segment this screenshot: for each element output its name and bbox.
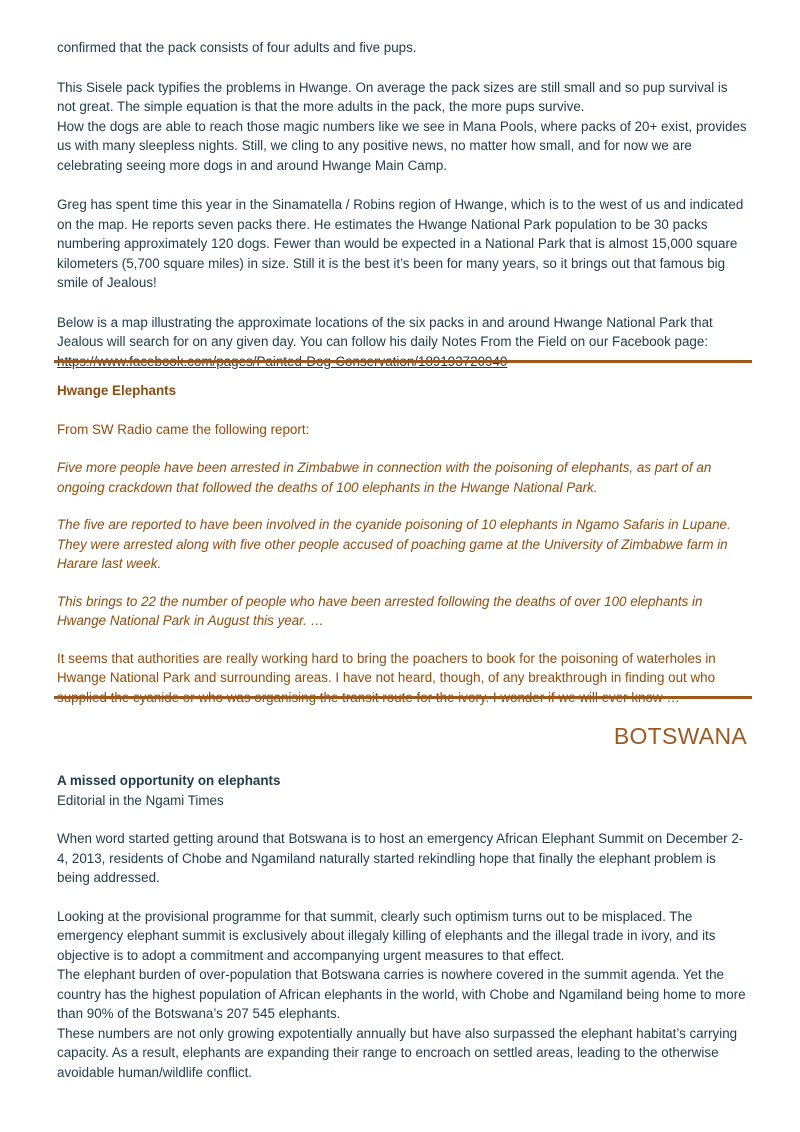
dogs-para-3: Below is a map illustrating the approximate locations of the six packs in and around Hwange National Park that Jealous will search for on any given day. You can follow his daily Notes From the Field on our Facebook page:	[57, 314, 713, 349]
elephants-comment: It seems that authorities are really working hard to bring the poachers to book for the poisoning of waterholes in Hwange National Park and surrounding areas. I have not heard, though, of any breakthrough in finding out who	[57, 650, 716, 685]
elephants-quote-2: The five are reported to have been involved in the cyanide poisoning of 10 elephants in Ngamo Safaris in Lupane. They were arrested along with five other people accused of poaching game at the University of Zimbabwe farm in Harare last week.	[57, 517, 731, 571]
dogs-para-2: Greg has spent time this year in the Sinamatella / Robins region of Hwange, which is to the west of us and indicated on the map. He reports seven packs there. He estimates the Hwange National Park population to be 30 packs numbering approximately 120 dogs. Fewer than would be expected in a National Park that is almost 15,000 square kilometers (5,700 square miles) in size. Still it is the best it’s been for many years, so it brings out that famous big smile of Jealous!	[57, 197, 744, 290]
dogs-para-1a: This Sisele pack typifies the problems in Hwange. On average the pack sizes are still small and so pup survival is not great. The simple equation is that the more adults in the pack, the more pups survive.	[57, 79, 728, 114]
elephants-quote-1: Five more people have been arrested in Zimbabwe in connection with the poisoning of elephants, as part of an ongoing crackdown that followed the deaths of 100 elephants in the Hwange National Park.	[57, 460, 712, 495]
botswana-section	[57, 771, 747, 1082]
botswana-para-2c: These numbers are not only growing expotentially annually but have also surpassed the elephant habitat’s carrying capacity. As a result, elephants are expanding their range to encroach on settled areas, leading to the otherwise avoidable human/wildlife conflict.	[57, 1025, 738, 1080]
dogs-section	[57, 38, 747, 371]
section-divider-bottom	[54, 696, 752, 699]
dogs-para-1b: How the dogs are able to reach those magic numbers like we see in Mana Pools, where packs of 20+ exist, provides us with many sleepless nights. Still, we cling to any positive news, no matter how small, and for now we are celebrating seeing more dogs in and around Hwange Main Camp.	[57, 118, 747, 173]
botswana-source: Editorial in the Ngami Times	[57, 792, 224, 808]
botswana-heading: A missed opportunity on elephants	[57, 773, 281, 788]
botswana-para-2a: Looking at the provisional programme for that summit, clearly such optimism turns out to be misplaced. The emergency elephant summit is exclusively about illegaly killing of elephants and the illegal trade in ivory, and its objective is to adopt a commitment and accompanying urgent measures to that effect.	[57, 908, 716, 963]
botswana-para-2b: The elephant burden of over-population that Botswana carries is nowhere covered in the summit agenda. Yet the country has the highest population of African elephants in the world, with Chobe and Ngamiland being home to more than 90% of the Botswana’s 207 545 elephants.	[57, 967, 746, 1021]
dogs-para-0: confirmed that the pack consists of four adults and five pups.	[57, 40, 417, 55]
botswana-section-title: BOTSWANA	[613, 723, 747, 749]
elephants-section	[57, 381, 747, 707]
elephants-quote-3: This brings to 22 the number of people who have been arrested following the deaths of over 100 elephants in Hwange National Park in August this year. …	[57, 593, 703, 628]
section-divider-top	[54, 360, 752, 363]
botswana-para-1: When word started getting around that Botswana is to host an emergency African Elephant Summit on December 2-4, 2013, residents of Chobe and Ngamiland naturally started rekindling hope that finally the elephant problem is being addressed.	[57, 831, 744, 885]
elephants-intro: From SW Radio came the following report:	[57, 421, 310, 437]
elephants-heading: Hwange Elephants	[57, 383, 177, 398]
